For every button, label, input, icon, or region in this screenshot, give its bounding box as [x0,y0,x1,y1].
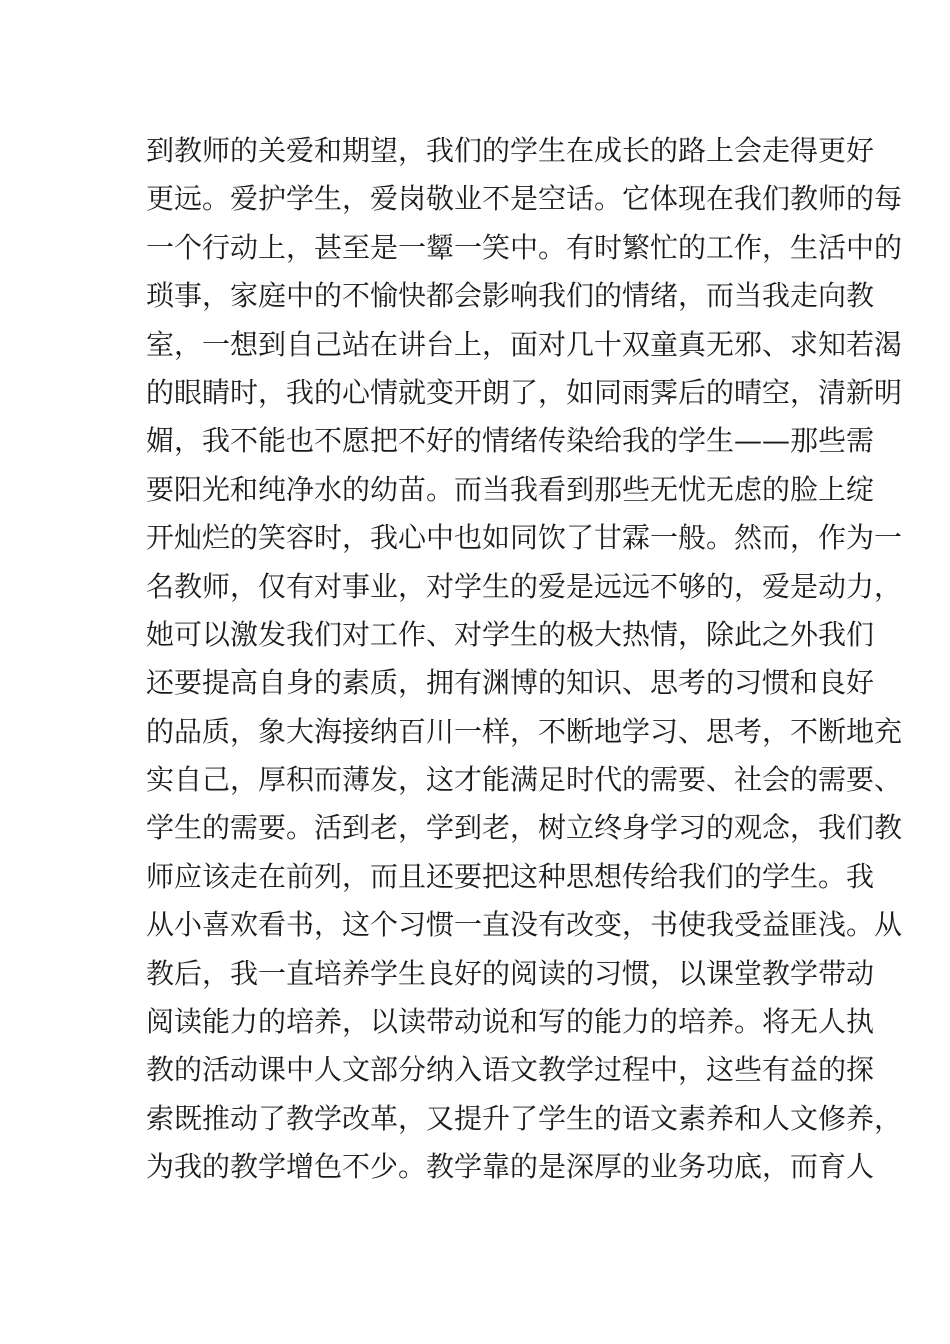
text-line: 她可以激发我们对工作、对学生的极大热情，除此之外我们 [146,617,875,651]
text-line: 教后，我一直培养学生良好的阅读的习惯，以课堂教学带动 [146,956,875,990]
text-line: 从小喜欢看书，这个习惯一直没有改变，书使我受益匪浅。从 [146,908,903,942]
text-line: 索既推动了教学改革，又提升了学生的语文素养和人文修养， [146,1101,903,1135]
text-line: 阅读能力的培养，以读带动说和写的能力的培养。将无人执 [146,1005,875,1039]
text-line: 名教师，仅有对事业，对学生的爱是远远不够的，爱是动力， [146,569,903,603]
text-line: 媚，我不能也不愿把不好的情绪传染给我的学生——那些需 [146,424,875,458]
text-line: 开灿烂的笑容时，我心中也如同饮了甘霖一般。然而，作为一 [146,521,903,555]
text-line: 室，一想到自己站在讲台上，面对几十双童真无邪、求知若渴 [146,327,903,361]
text-line: 教的活动课中人文部分纳入语文教学过程中，这些有益的探 [146,1053,875,1087]
body-text [146,127,903,1192]
text-line: 一个行动上，甚至是一颦一笑中。有时繁忙的工作，生活中的 [146,230,903,264]
text-line: 还要提高自身的素质，拥有渊博的知识、思考的习惯和良好 [146,666,875,700]
text-line: 学生的需要。活到老，学到老，树立终身学习的观念，我们教 [146,811,903,845]
text-line: 要阳光和纯净水的幼苗。而当我看到那些无忧无虑的脸上绽 [146,472,875,506]
text-line: 实自己，厚积而薄发，这才能满足时代的需要、社会的需要、 [146,763,903,797]
text-line: 的品质，象大海接纳百川一样，不断地学习、思考，不断地充 [146,714,903,748]
text-line: 到教师的关爱和期望，我们的学生在成长的路上会走得更好 [146,134,875,167]
text-line: 师应该走在前列，而且还要把这种思想传给我们的学生。我 [146,859,875,893]
text-line: 为我的教学增色不少。教学靠的是深厚的业务功底，而育人 [146,1150,875,1184]
text-line: 的眼睛时，我的心情就变开朗了，如同雨霁后的晴空，清新明 [146,375,903,409]
text-line: 琐事，家庭中的不愉快都会影响我们的情绪，而当我走向教 [146,279,875,313]
text-line: 更远。爱护学生，爱岗敬业不是空话。它体现在我们教师的每 [146,182,903,216]
